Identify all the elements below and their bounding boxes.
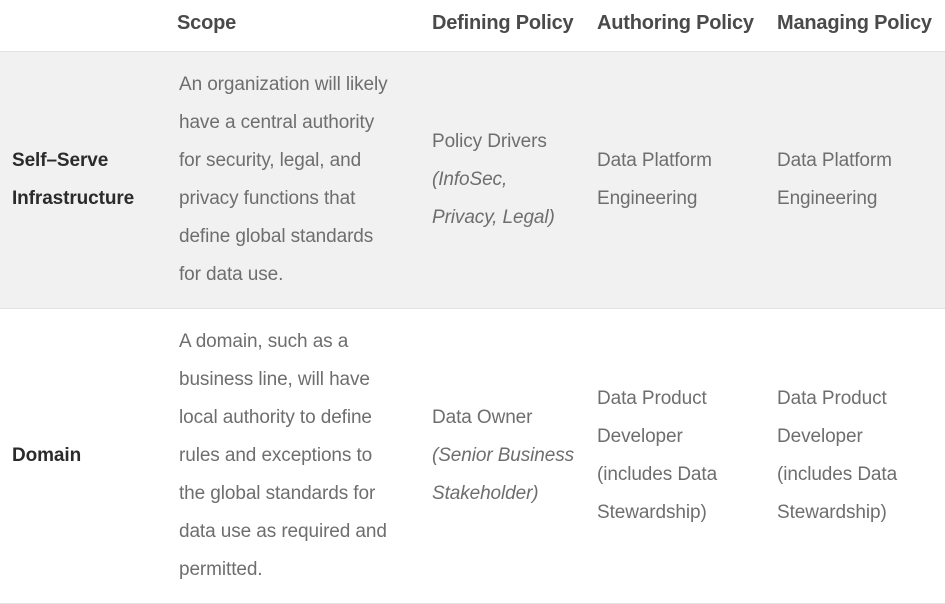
table-row <box>0 52 945 309</box>
managing-policy-role: Data Product Developer (includes Data Stewardship) <box>777 388 898 523</box>
cell-defining-policy <box>420 309 585 604</box>
managing-policy-role: Data Platform Engineering <box>777 150 892 209</box>
column-header-defining-policy: Defining Policy <box>432 12 574 34</box>
defining-policy-role: Policy Drivers <box>432 131 547 152</box>
header-row <box>0 0 945 52</box>
table-body <box>0 52 945 604</box>
cell-defining-policy <box>420 52 585 309</box>
cell-scope: An organization will likely have a central authority for security, legal, and privacy functions that define global standards for data use. <box>179 74 388 285</box>
defining-policy-role: Data Owner <box>432 407 533 428</box>
table-row <box>0 309 945 604</box>
column-header-blank <box>0 0 165 52</box>
defining-policy-detail: (Senior Business Stakeholder) <box>432 445 575 504</box>
column-header-managing-policy: Managing Policy <box>777 12 932 34</box>
cell-authoring-policy <box>585 309 765 604</box>
defining-policy-detail: (InfoSec, Privacy, Legal) <box>432 169 555 228</box>
cell-managing-policy <box>765 309 945 604</box>
cell-scope: A domain, such as a business line, will have local authority to define rules and exceptions to the global standards for data use as required and permitted. <box>179 331 387 580</box>
authoring-policy-role: Data Product Developer (includes Data Stewardship) <box>597 388 718 523</box>
table-header <box>0 0 945 52</box>
cell-managing-policy <box>765 52 945 309</box>
column-header-scope: Scope <box>177 12 237 34</box>
authoring-policy-role: Data Platform Engineering <box>597 150 712 209</box>
cell-authoring-policy <box>585 52 765 309</box>
row-label-self-serve-infrastructure: Self–Serve Infrastructure <box>12 150 135 209</box>
row-label-domain: Domain <box>12 445 82 466</box>
column-header-authoring-policy: Authoring Policy <box>597 12 754 34</box>
